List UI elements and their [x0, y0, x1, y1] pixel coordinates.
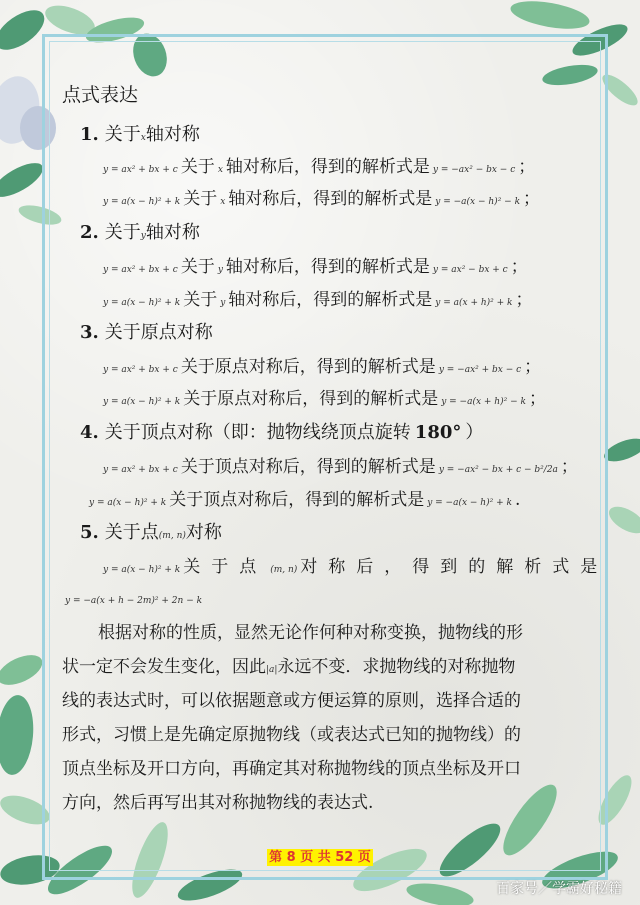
section-1-line-1: y = ax² + bx + c 关于 x 轴对称后，得到的解析式是 y = −ax² − bx − c ；	[103, 157, 536, 177]
page-number: 第 8 页 共 52 页	[269, 850, 371, 865]
paragraph-line-4: 形式，习惯上是先确定原抛物线（或表达式已知的抛物线）的	[62, 725, 521, 745]
section-4-line-2: y = a(x − h)² + k 关于顶点对称后，得到的解析式是 y = −a(x − h)² + k .	[89, 490, 521, 510]
paragraph-line-1: 根据对称的性质，显然无论作何种对称变换，抛物线的形	[98, 623, 523, 643]
section-5-line-1: y = a(x − h)² + k 关于点 (m, n) 对称后，得到的解析式是	[103, 557, 609, 577]
section-4-line-1: y = ax² + bx + c 关于顶点对称后，得到的解析式是 y = −ax² − bx + c − b²/2a ；	[103, 457, 578, 477]
section-3-line-1: y = ax² + bx + c 关于原点对称后，得到的解析式是 y = −ax² + bx − c ；	[103, 357, 542, 377]
section-4-heading: 4. 关于顶点对称（即：抛物线绕顶点旋转 180° ）	[80, 422, 484, 443]
section-5-line-2: y = −a(x + h − 2m)² + 2n − k	[65, 596, 203, 606]
section-1-line-2: y = a(x − h)² + k 关于 x 轴对称后，得到的解析式是 y = −a(x − h)² − k ；	[103, 189, 541, 209]
section-1-heading: 1. 关于x轴对称	[80, 124, 200, 145]
paragraph-line-2: 状一定不会发生变化，因此|a|永远不变．求抛物线的对称抛物	[62, 657, 516, 677]
paragraph-line-3: 线的表达式时，可以依据题意或方便运算的原则，选择合适的	[62, 691, 521, 711]
section-5-heading: 5. 关于点(m, n)对称	[80, 522, 222, 543]
section-2-heading: 2. 关于y轴对称	[80, 222, 200, 243]
paragraph-line-6: 方向，然后再写出其对称抛物线的表达式.	[62, 793, 374, 813]
section-2-line-1: y = ax² + bx + c 关于 y 轴对称后，得到的解析式是 y = ax² − bx + c ；	[103, 257, 528, 277]
section-3-heading: 3. 关于原点对称	[80, 322, 213, 343]
section-3-line-2: y = a(x − h)² + k 关于原点对称后，得到的解析式是 y = −a(x + h)² − k ；	[103, 389, 546, 409]
paragraph-line-5: 顶点坐标及开口方向，再确定其对称抛物线的顶点坐标及开口	[62, 759, 521, 779]
page-title: 点式表达	[62, 84, 139, 106]
watermark: 百家号／学霸好秘籍	[496, 881, 622, 897]
section-2-line-2: y = a(x − h)² + k 关于 y 轴对称后，得到的解析式是 y = a(x + h)² + k ；	[103, 290, 533, 310]
